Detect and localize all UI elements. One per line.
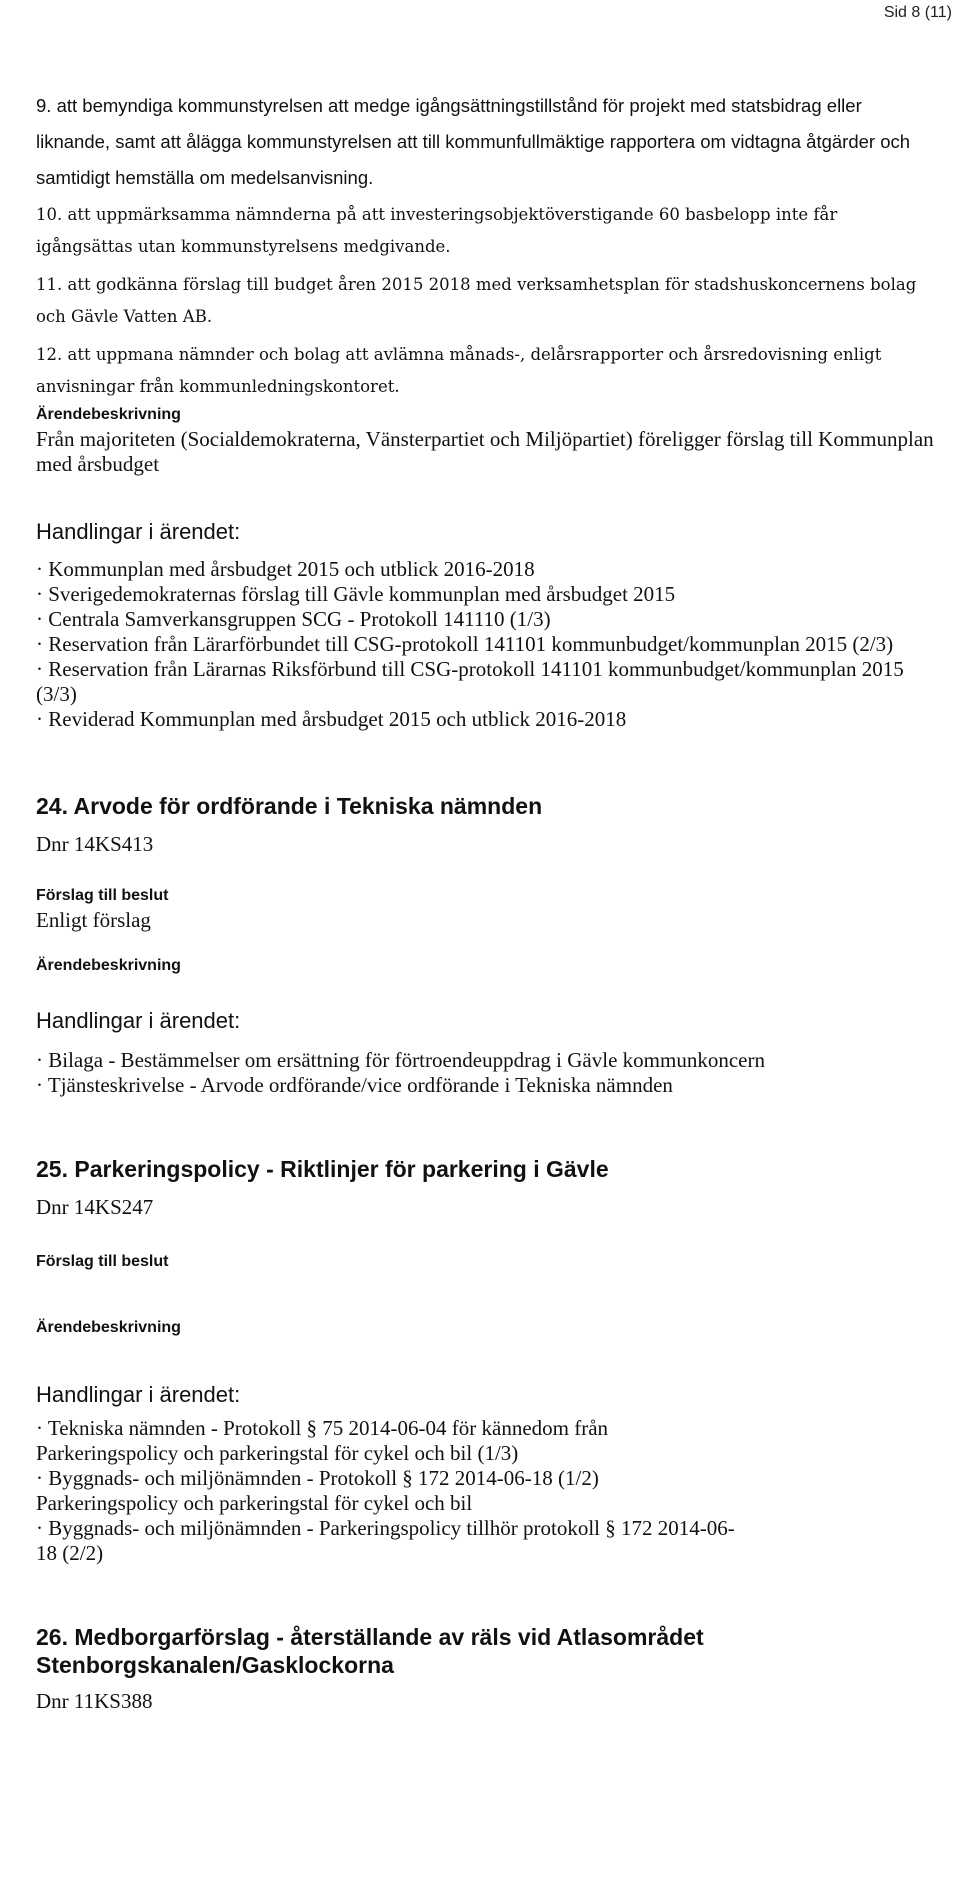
- section25-handlingar-label: Handlingar i ärendet:: [36, 1382, 241, 1407]
- section23-arende-label: Ärendebeskrivning: [36, 406, 181, 423]
- handling-item: · Centrala Samverkansgruppen SCG - Protokoll 141110 (1/3): [36, 607, 936, 632]
- section23-handlingar-list: [36, 557, 936, 732]
- section26-dnr: Dnr 11KS388: [36, 1689, 153, 1713]
- handling-item: · Tekniska nämnden - Protokoll § 75 2014-06-04 för kännedom från Parkeringspolicy och parkeringstal för cykel och bil (1/3): [36, 1416, 736, 1466]
- section24-arende-label: Ärendebeskrivning: [36, 957, 181, 974]
- handling-item: · Byggnads- och miljönämnden - Parkeringspolicy tillhör protokoll § 172 2014-06-18 (2/2): [36, 1516, 736, 1566]
- section25-title: 25. Parkeringspolicy - Riktlinjer för parkering i Gävle: [36, 1156, 609, 1182]
- section26-title: 26. Medborgarförslag - återställande av räls vid Atlasområdet Stenborgskanalen/Gasklockorna: [36, 1624, 704, 1678]
- handling-item: · Sverigedemokraternas förslag till Gävle kommunplan med årsbudget 2015: [36, 582, 936, 607]
- continuation-item-9: 9. att bemyndiga kommunstyrelsen att medge igångsättningstillstånd för projekt med statsbidrag eller liknande, samt att ålägga kommunstyrelsen att till kommunfullmäktige rapportera om vidtagna åtgärder och samtidigt hemställa om medelsanvisning.: [36, 95, 911, 188]
- section25-forslag-label: Förslag till beslut: [36, 1253, 169, 1270]
- section24-handlingar-label: Handlingar i ärendet:: [36, 1008, 241, 1033]
- section25-dnr: Dnr 14KS247: [36, 1195, 154, 1219]
- handling-item: · Byggnads- och miljönämnden - Protokoll § 172 2014-06-18 (1/2) Parkeringspolicy och parkeringstal för cykel och bil: [36, 1466, 736, 1516]
- section24-handlingar-list: [36, 1048, 936, 1098]
- section23-handlingar-label: Handlingar i ärendet:: [36, 519, 241, 544]
- page-number: Sid 8 (11): [883, 4, 952, 21]
- document-body: [36, 88, 936, 1714]
- section25-arende-label: Ärendebeskrivning: [36, 1319, 181, 1336]
- decision-item-12: 12. att uppmana nämnder och bolag att avlämna månads-, delårsrapporter och årsredovisning enligt anvisningar från kommunledningskontoret.: [36, 345, 882, 396]
- handling-item: · Reservation från Lärarnas Riksförbund till CSG-protokoll 141101 kommunbudget/kommunplan 2015 (3/3): [36, 657, 936, 707]
- handling-item: · Kommunplan med årsbudget 2015 och utblick 2016-2018: [36, 557, 936, 582]
- handling-item: · Reviderad Kommunplan med årsbudget 2015 och utblick 2016-2018: [36, 707, 936, 732]
- section24-forslag-label: Förslag till beslut: [36, 887, 169, 904]
- decision-item-11: 11. att godkänna förslag till budget åren 2015 2018 med verksamhetsplan för stadshuskoncernens bolag och Gävle Vatten AB.: [36, 275, 917, 326]
- handling-item: · Tjänsteskrivelse - Arvode ordförande/vice ordförande i Tekniska nämnden: [36, 1073, 936, 1098]
- decision-item-10: 10. att uppmärksamma nämnderna på att investeringsobjektöverstigande 60 basbelopp inte får igångsättas utan kommunstyrelsens medgivande.: [36, 205, 838, 256]
- handling-item: · Bilaga - Bestämmelser om ersättning för förtroendeuppdrag i Gävle kommunkoncern: [36, 1048, 936, 1073]
- section24-title: 24. Arvode för ordförande i Tekniska nämnden: [36, 793, 543, 819]
- section23-arende-text: Från majoriteten (Socialdemokraterna, Vänsterpartiet och Miljöpartiet) föreligger förslag till Kommunplan med årsbudget: [36, 427, 934, 476]
- section25-handlingar-list: [36, 1416, 736, 1566]
- handling-item: · Reservation från Lärarförbundet till CSG-protokoll 141101 kommunbudget/kommunplan 2015 (2/3): [36, 632, 936, 657]
- section24-forslag-text: Enligt förslag: [36, 908, 151, 932]
- section24-dnr: Dnr 14KS413: [36, 832, 154, 856]
